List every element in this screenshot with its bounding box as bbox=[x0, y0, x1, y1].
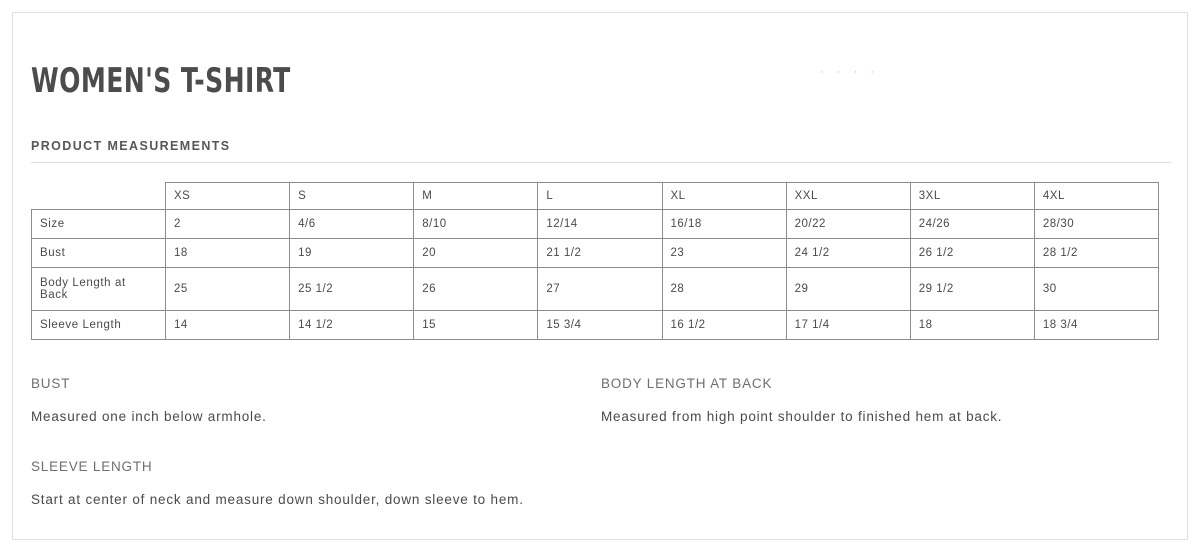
row-label-sleeve-length: Sleeve Length bbox=[32, 311, 166, 340]
table-corner-cell bbox=[32, 183, 166, 210]
cell-body-length-xxl: 29 bbox=[786, 268, 910, 311]
cell-sleeve-length-4xl: 18 3/4 bbox=[1034, 311, 1158, 340]
cell-body-length-s: 25 1/2 bbox=[290, 268, 414, 311]
cell-bust-xs: 18 bbox=[166, 239, 290, 268]
cell-size-4xl: 28/30 bbox=[1034, 210, 1158, 239]
table-row bbox=[32, 268, 1159, 311]
note-bust bbox=[31, 376, 601, 429]
table-body bbox=[32, 210, 1159, 340]
column-header-4xl: 4XL bbox=[1034, 183, 1158, 210]
note-title-bust: BUST bbox=[31, 376, 71, 391]
section-heading: PRODUCT MEASUREMENTS bbox=[31, 139, 231, 153]
note-title-sleeve-length: SLEEVE LENGTH bbox=[31, 458, 153, 474]
measurements-table bbox=[31, 182, 1159, 340]
column-header-s: S bbox=[290, 183, 414, 210]
cell-bust-xxl: 24 1/2 bbox=[786, 239, 910, 268]
section-divider bbox=[31, 162, 1171, 163]
row-label-size: Size bbox=[32, 210, 166, 239]
column-header-m: M bbox=[414, 183, 538, 210]
sheet-frame bbox=[12, 12, 1188, 540]
notes-grid bbox=[31, 376, 1171, 541]
cell-bust-m: 20 bbox=[414, 239, 538, 268]
cell-bust-l: 21 1/2 bbox=[538, 239, 662, 268]
column-header-3xl: 3XL bbox=[910, 183, 1034, 210]
measurement-notes bbox=[31, 376, 1169, 541]
table-row bbox=[32, 210, 1159, 239]
cell-body-length-m: 26 bbox=[414, 268, 538, 311]
note-body-body-length: Measured from high point shoulder to finished hem at back. bbox=[601, 409, 1003, 424]
cell-bust-4xl: 28 1/2 bbox=[1034, 239, 1158, 268]
cell-sleeve-length-3xl: 18 bbox=[910, 311, 1034, 340]
cell-size-xxl: 20/22 bbox=[786, 210, 910, 239]
note-body-bust: Measured one inch below armhole. bbox=[31, 409, 267, 424]
cell-size-3xl: 24/26 bbox=[910, 210, 1034, 239]
cell-sleeve-length-xl: 16 1/2 bbox=[662, 311, 786, 340]
cell-sleeve-length-xxl: 17 1/4 bbox=[786, 311, 910, 340]
note-body-sleeve-length: Start at center of neck and measure down shoulder, down sleeve to hem. bbox=[31, 491, 524, 507]
cell-size-xl: 16/18 bbox=[662, 210, 786, 239]
cell-sleeve-length-xs: 14 bbox=[166, 311, 290, 340]
cell-body-length-3xl: 29 1/2 bbox=[910, 268, 1034, 311]
cell-bust-3xl: 26 1/2 bbox=[910, 239, 1034, 268]
content-area bbox=[31, 31, 1169, 529]
note-title-body-length: BODY LENGTH AT BACK bbox=[601, 376, 773, 391]
column-header-l: L bbox=[538, 183, 662, 210]
cell-size-m: 8/10 bbox=[414, 210, 538, 239]
cell-size-s: 4/6 bbox=[290, 210, 414, 239]
cell-sleeve-length-s: 14 1/2 bbox=[290, 311, 414, 340]
cell-body-length-4xl: 30 bbox=[1034, 268, 1158, 311]
cell-bust-xl: 23 bbox=[662, 239, 786, 268]
note-body-length-at-back bbox=[601, 376, 1171, 429]
row-label-bust: Bust bbox=[32, 239, 166, 268]
cell-body-length-xs: 25 bbox=[166, 268, 290, 311]
cell-bust-s: 19 bbox=[290, 239, 414, 268]
column-header-xxl: XXL bbox=[786, 183, 910, 210]
cell-sleeve-length-l: 15 3/4 bbox=[538, 311, 662, 340]
decorative-dots-icon: · · · · bbox=[820, 66, 879, 78]
table-header bbox=[32, 183, 1159, 210]
cell-size-l: 12/14 bbox=[538, 210, 662, 239]
cell-sleeve-length-m: 15 bbox=[414, 311, 538, 340]
table-row bbox=[32, 311, 1159, 340]
note-sleeve-length bbox=[31, 459, 601, 512]
cell-size-xs: 2 bbox=[166, 210, 290, 239]
row-label-body-length-at-back: Body Length at Back bbox=[32, 268, 166, 311]
table-header-row bbox=[32, 183, 1159, 210]
cell-body-length-l: 27 bbox=[538, 268, 662, 311]
column-header-xs: XS bbox=[166, 183, 290, 210]
cell-body-length-xl: 28 bbox=[662, 268, 786, 311]
page-title: WOMEN'S T-SHIRT bbox=[31, 61, 291, 101]
table-row bbox=[32, 239, 1159, 268]
column-header-xl: XL bbox=[662, 183, 786, 210]
